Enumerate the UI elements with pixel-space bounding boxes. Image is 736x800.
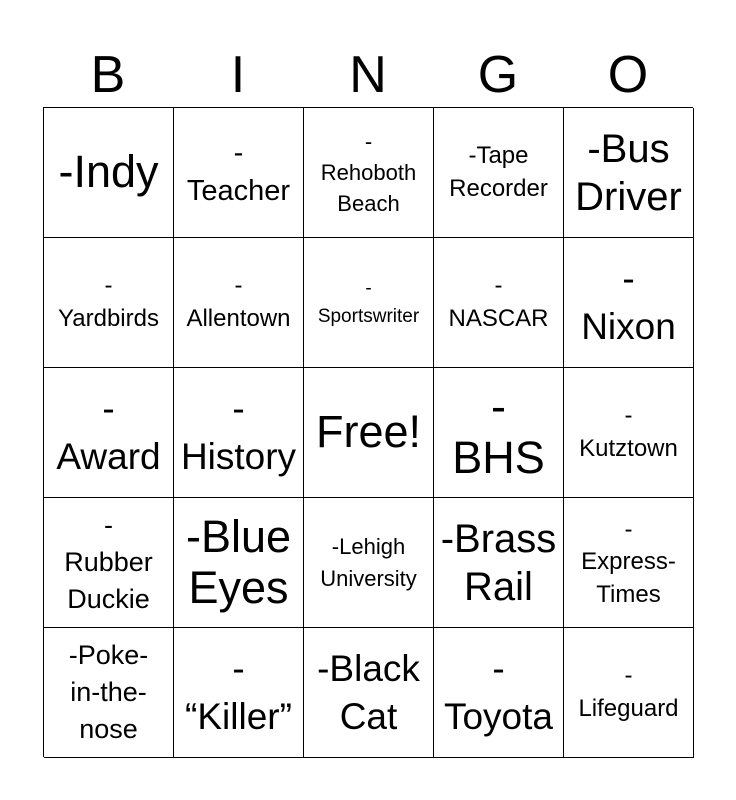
header-letter-g: G — [477, 46, 519, 104]
bingo-cell[interactable]: - Rehoboth Beach — [304, 108, 434, 238]
bingo-cell[interactable]: -Lehigh University — [304, 498, 434, 628]
bingo-cell[interactable]: - Kutztown — [564, 368, 694, 498]
bingo-grid — [43, 107, 693, 757]
bingo-cell[interactable]: - Nixon — [564, 238, 694, 368]
bingo-cell[interactable]: - Award — [44, 368, 174, 498]
bingo-cell[interactable]: - NASCAR — [434, 238, 564, 368]
header-letter-i: I — [230, 46, 246, 104]
bingo-cell[interactable]: -Bus Driver — [564, 108, 694, 238]
bingo-cell[interactable]: - Teacher — [174, 108, 304, 238]
bingo-cell[interactable]: - Express- Times — [564, 498, 694, 628]
bingo-cell[interactable]: - BHS — [434, 368, 564, 498]
bingo-cell[interactable]: - Allentown — [174, 238, 304, 368]
bingo-cell[interactable]: - Toyota — [434, 628, 564, 758]
bingo-cell[interactable]: - Rubber Duckie — [44, 498, 174, 628]
bingo-cell[interactable]: -Brass Rail — [434, 498, 564, 628]
bingo-cell[interactable]: - Yardbirds — [44, 238, 174, 368]
bingo-cell[interactable]: - Lifeguard — [564, 628, 694, 758]
bingo-cell[interactable]: - “Killer” — [174, 628, 304, 758]
bingo-header — [43, 44, 693, 106]
bingo-cell free-space[interactable]: Free! — [304, 368, 434, 498]
bingo-cell[interactable]: - Sportswriter — [304, 238, 434, 368]
header-letter-o: O — [607, 46, 649, 104]
bingo-cell[interactable]: -Poke- in-the- nose — [44, 628, 174, 758]
header-letter-b: B — [90, 46, 126, 104]
header-letter-n: N — [349, 46, 387, 104]
bingo-cell[interactable]: - History — [174, 368, 304, 498]
bingo-cell[interactable]: -Blue Eyes — [174, 498, 304, 628]
bingo-cell[interactable]: -Indy — [44, 108, 174, 238]
bingo-cell[interactable]: -Black Cat — [304, 628, 434, 758]
bingo-cell[interactable]: -Tape Recorder — [434, 108, 564, 238]
